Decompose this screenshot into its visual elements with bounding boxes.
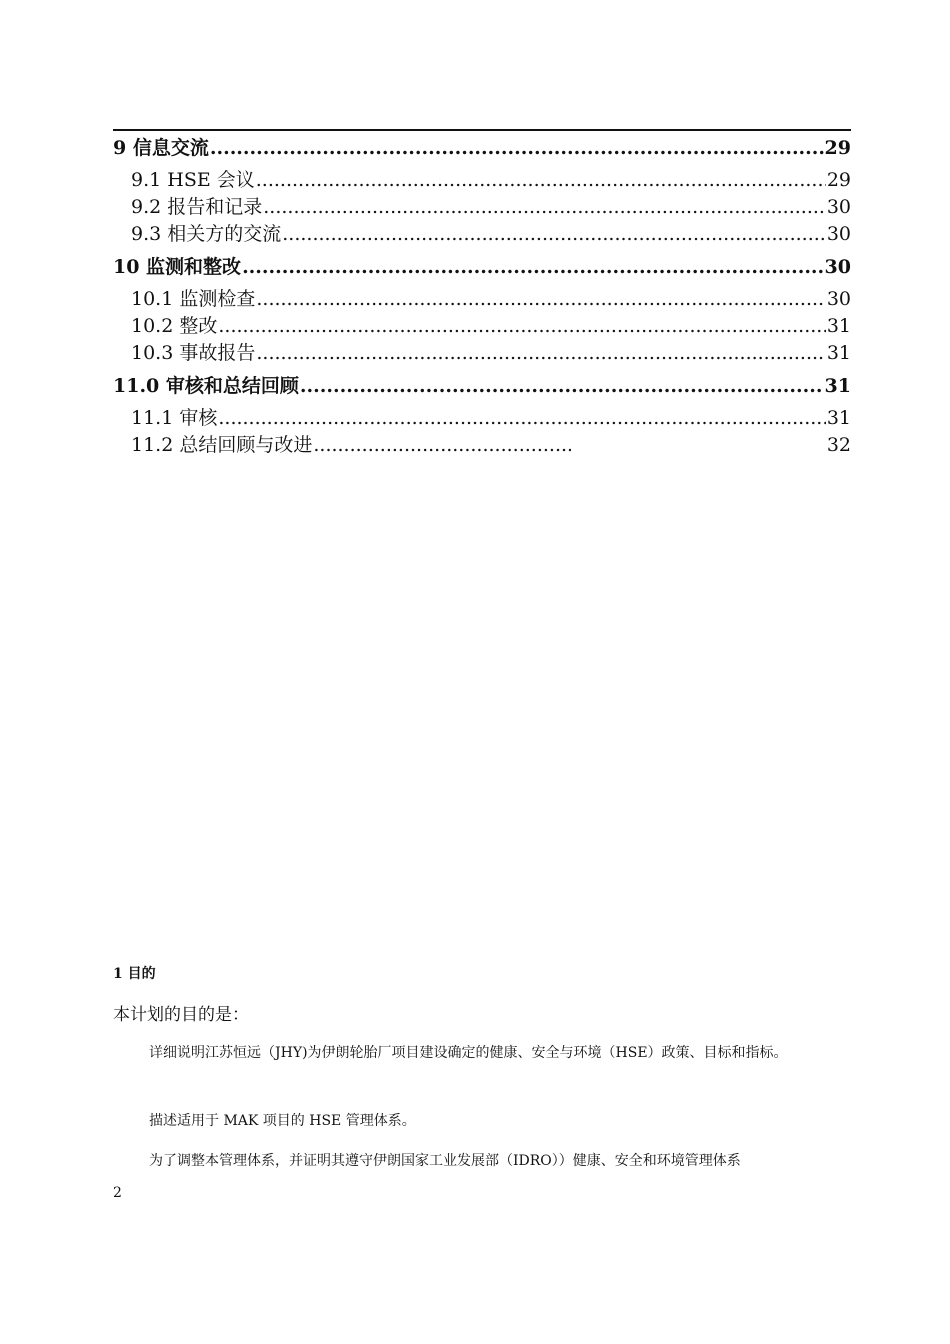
toc-entry-page: 31 <box>824 375 851 397</box>
toc-leader <box>218 313 825 340</box>
toc-entry[interactable] <box>113 194 851 221</box>
toc-entry-title: 11.2 总结回顾与改进 <box>131 434 313 456</box>
toc-entry-page: 30 <box>826 288 851 310</box>
toc-entry[interactable] <box>113 371 851 401</box>
toc-entry-page: 32 <box>826 434 851 456</box>
toc-entry-title: 10.1 监测检查 <box>131 288 256 310</box>
toc-entry-title: 10 监测和整改 <box>113 256 242 278</box>
section-intro: 本计划的目的是： <box>113 1005 249 1025</box>
toc-entry[interactable] <box>113 252 851 282</box>
body-paragraph: 为了调整本管理体系，并证明其遵守伊朗国家工业发展部（IDRO））健康、安全和环境管理体系 <box>149 1153 741 1169</box>
body-paragraph: 描述适用于 MAK 项目的 HSE 管理体系。 <box>149 1113 416 1129</box>
body-paragraph: 详细说明江苏恒远（JHY)为伊朗轮胎厂项目建设确定的健康、安全与环境（HSE）政策、目标和指标。 <box>149 1045 788 1061</box>
toc-entry-title: 9.1 HSE 会议 <box>131 169 255 191</box>
toc-entry[interactable] <box>113 221 851 248</box>
toc-entry-title: 10.3 事故报告 <box>131 342 256 364</box>
top-rule <box>113 129 851 131</box>
toc-entry-title: 10.2 整改 <box>131 315 218 337</box>
toc-entry[interactable] <box>113 405 851 432</box>
toc-entry-title: 11.1 审核 <box>131 407 218 429</box>
toc-entry-page: 29 <box>824 137 851 159</box>
toc-entry-title: 9.3 相关方的交流 <box>131 223 282 245</box>
toc-entry[interactable] <box>113 313 851 340</box>
toc-leader <box>218 405 825 432</box>
toc-leader <box>256 167 826 194</box>
toc-entry-title: 11.0 审核和总结回顾 <box>113 375 299 397</box>
toc-leader <box>242 252 823 282</box>
toc-leader <box>256 286 825 313</box>
toc-entry-page: 29 <box>826 169 851 191</box>
section-heading: 1 目的 <box>113 966 156 982</box>
toc-leader <box>263 194 826 221</box>
toc-leader <box>300 371 824 401</box>
toc-entry-page: 30 <box>824 256 851 278</box>
toc-entry[interactable] <box>113 286 851 313</box>
toc-entry-page: 30 <box>826 223 851 245</box>
toc-entry[interactable] <box>113 167 851 194</box>
toc-entry-page: 31 <box>826 342 851 364</box>
toc-entry-title: 9 信息交流 <box>113 137 209 159</box>
toc-leader <box>210 133 824 163</box>
toc-entry[interactable] <box>113 340 851 367</box>
toc-entry[interactable] <box>113 432 851 459</box>
toc-entry-page: 31 <box>826 315 851 337</box>
toc-entry[interactable] <box>113 133 851 163</box>
toc-leader <box>282 221 826 248</box>
toc-entry-page: 31 <box>826 407 851 429</box>
page-number: 2 <box>113 1185 122 1201</box>
toc-entry-page: 30 <box>826 196 851 218</box>
toc-leader <box>256 340 825 367</box>
table-of-contents <box>113 133 851 459</box>
toc-leader <box>313 432 571 459</box>
toc-entry-title: 9.2 报告和记录 <box>131 196 263 218</box>
